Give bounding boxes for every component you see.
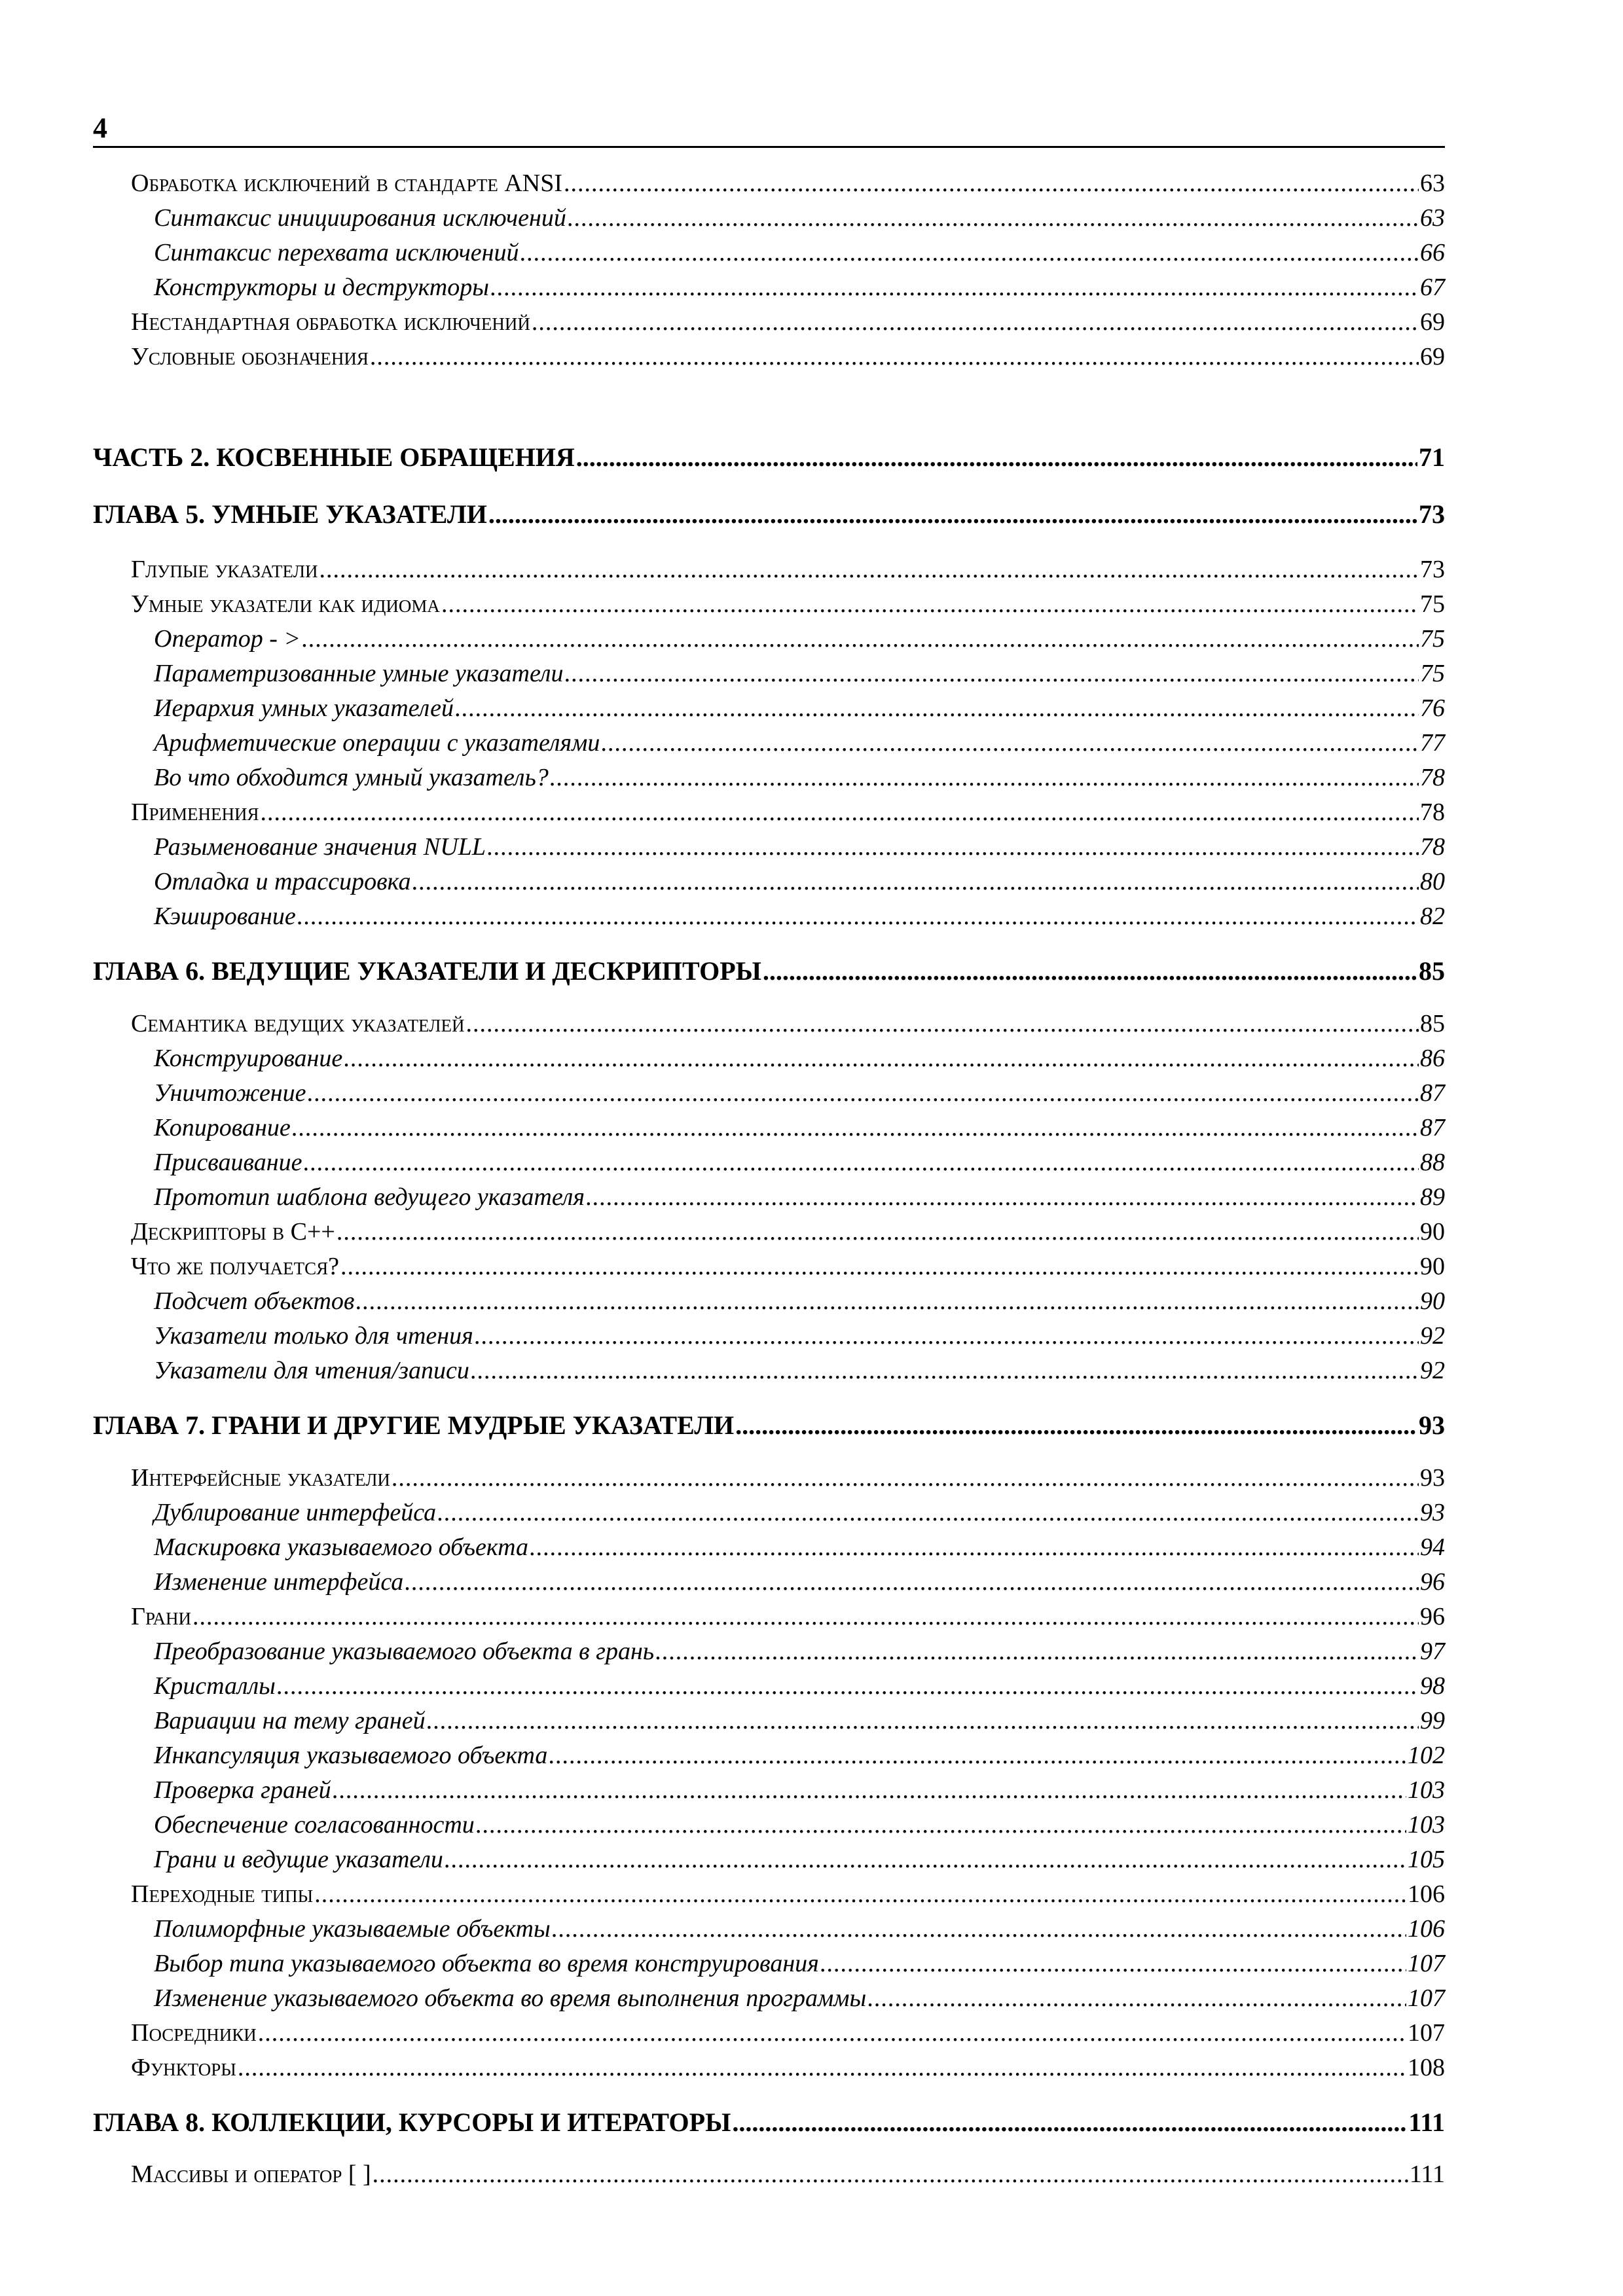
- dot-leader: [735, 1410, 1417, 1441]
- dot-leader: [238, 2053, 1406, 2082]
- toc-entry-chap[interactable]: [93, 1410, 1445, 1445]
- toc-entry-sub[interactable]: [93, 204, 1445, 239]
- dot-leader: [445, 1845, 1406, 1874]
- toc-entry-title: ЧАСТЬ 2. КОСВЕННЫЕ ОБРАЩЕНИЯ: [93, 442, 575, 472]
- toc-entry-sub[interactable]: [93, 624, 1445, 660]
- toc-entry-title: Преобразование указываемого объекта в грань: [154, 1638, 655, 1665]
- dot-leader: [476, 1810, 1406, 1839]
- dot-leader: [564, 659, 1419, 688]
- toc-entry-sub[interactable]: [93, 1533, 1445, 1568]
- dot-leader: [356, 1287, 1419, 1316]
- toc-entry-page: 103: [1408, 1776, 1445, 1804]
- toc-entry-page: 75: [1420, 660, 1445, 687]
- toc-entry-page: 90: [1420, 1218, 1445, 1246]
- toc-entry-sub[interactable]: [93, 1113, 1445, 1149]
- toc-entry-page: 71: [1419, 442, 1445, 472]
- toc-entry-sec[interactable]: [93, 798, 1445, 833]
- dot-leader: [576, 442, 1417, 473]
- toc-entry-title: Дублирование интерфейса: [154, 1499, 437, 1526]
- dot-leader: [763, 956, 1417, 986]
- dot-leader: [732, 2107, 1407, 2138]
- toc-entry-page: 90: [1420, 1287, 1445, 1315]
- toc-entry-page: 75: [1420, 590, 1445, 618]
- toc-entry-title: Во что обходится умный указатель?: [154, 764, 549, 791]
- toc-entry-title: Указатели для чтения/записи: [154, 1357, 469, 1384]
- toc-entry-title: Присваивание: [154, 1149, 302, 1176]
- toc-entry-sub[interactable]: [93, 1741, 1445, 1776]
- toc-entry-page: 94: [1420, 1534, 1445, 1561]
- toc-entry-title: ГЛАВА 6. ВЕДУЩИЕ УКАЗАТЕЛИ И ДЕСКРИПТОРЫ: [93, 956, 761, 986]
- dot-leader: [867, 1984, 1406, 2013]
- toc-entry-sec[interactable]: [93, 2053, 1445, 2089]
- toc-entry-page: 105: [1408, 1846, 1445, 1873]
- toc-entry-sub[interactable]: [93, 238, 1445, 274]
- toc-entry-page: 92: [1420, 1322, 1445, 1350]
- dot-leader: [564, 169, 1419, 198]
- dot-leader: [427, 1706, 1419, 1735]
- toc-entry-sub[interactable]: [93, 1914, 1445, 1950]
- toc-entry-sub[interactable]: [93, 1321, 1445, 1357]
- toc-entry-sub[interactable]: [93, 1568, 1445, 1603]
- toc-entry-sub[interactable]: [93, 867, 1445, 903]
- toc-entry-title: Конструирование: [154, 1045, 343, 1072]
- toc-entry-sec[interactable]: [93, 2160, 1445, 2195]
- toc-entry-page: 93: [1419, 1410, 1445, 1440]
- dot-leader: [297, 902, 1419, 931]
- header-rule: [93, 146, 1445, 148]
- toc-entry-sec[interactable]: [93, 1009, 1445, 1045]
- toc-entry-sub[interactable]: [93, 1949, 1445, 1984]
- toc-entry-title: Посредники: [131, 2019, 257, 2047]
- toc-entry-page: 96: [1420, 1603, 1445, 1630]
- dot-leader: [549, 1741, 1406, 1770]
- toc-entry-page: 77: [1420, 729, 1445, 757]
- toc-entry-title: Что же получается?: [131, 1253, 340, 1280]
- toc-entry-page: 82: [1420, 903, 1445, 930]
- dot-leader: [392, 1463, 1419, 1492]
- toc-entry-title: ГЛАВА 7. ГРАНИ И ДРУГИЕ МУДРЫЕ УКАЗАТЕЛИ: [93, 1410, 735, 1440]
- dot-leader: [258, 2018, 1406, 2047]
- dot-leader: [308, 1079, 1419, 1107]
- toc-entry-sec[interactable]: [93, 1217, 1445, 1253]
- dot-leader: [455, 694, 1419, 723]
- toc-entry-page: 73: [1420, 556, 1445, 583]
- toc-entry-sub[interactable]: [93, 273, 1445, 308]
- toc-entry-sub[interactable]: [93, 1845, 1445, 1880]
- dot-leader: [337, 1217, 1419, 1246]
- toc-entry-sec[interactable]: [93, 1463, 1445, 1499]
- toc-entry-sub[interactable]: [93, 1810, 1445, 1846]
- toc-entry-page: 107: [1408, 1984, 1445, 2012]
- toc-entry-page: 78: [1420, 764, 1445, 791]
- dot-leader: [412, 867, 1419, 896]
- toc-entry-title: Разыменование значения NULL: [154, 833, 486, 861]
- toc-entry-title: Применения: [131, 798, 259, 826]
- toc-entry-sec[interactable]: [93, 1602, 1445, 1638]
- toc-entry-title: Нестандартная обработка исключений: [131, 308, 530, 336]
- toc-entry-title: Параметризованные умные указатели: [154, 660, 564, 687]
- toc-entry-title: Дескрипторы в C++: [131, 1218, 335, 1246]
- toc-entry-page: 107: [1408, 1950, 1445, 1977]
- toc-entry-page: 63: [1420, 204, 1445, 232]
- toc-entry-title: Вариации на тему граней: [154, 1707, 426, 1734]
- dot-leader: [586, 1183, 1419, 1211]
- toc-entry-chap[interactable]: [93, 956, 1445, 991]
- dot-leader: [319, 555, 1419, 584]
- toc-entry-page: 78: [1420, 798, 1445, 826]
- toc-entry-sub[interactable]: [93, 1044, 1445, 1079]
- toc-entry-page: 111: [1408, 2108, 1445, 2137]
- toc-entry-title: Функторы: [131, 2054, 236, 2081]
- toc-entry-title: Маскировка указываемого объекта: [154, 1534, 529, 1561]
- toc-entry-sub[interactable]: [93, 1776, 1445, 1811]
- toc-entry-page: 102: [1408, 1742, 1445, 1769]
- toc-entry-chap[interactable]: [93, 442, 1445, 477]
- toc-entry-sec[interactable]: [93, 590, 1445, 625]
- toc-entry-title: Иерархия умных указателей: [154, 694, 454, 722]
- toc-entry-title: Синтаксис инициирования исключений: [154, 204, 566, 232]
- toc-entry-title: Кристаллы: [154, 1672, 276, 1700]
- toc-entry-sub[interactable]: [93, 833, 1445, 868]
- dot-leader: [373, 2160, 1408, 2189]
- toc-entry-page: 88: [1420, 1149, 1445, 1176]
- toc-entry-sec[interactable]: [93, 1880, 1445, 1915]
- toc-entry-page: 96: [1420, 1568, 1445, 1596]
- dot-leader: [260, 798, 1419, 827]
- toc-entry-title: Конструкторы и деструкторы: [154, 274, 489, 301]
- toc-entry-sec[interactable]: [93, 342, 1445, 378]
- toc-entry-page: 67: [1420, 274, 1445, 301]
- dot-leader: [340, 1252, 1419, 1281]
- dot-leader: [441, 590, 1419, 619]
- toc-entry-chap[interactable]: [93, 499, 1445, 534]
- toc-entry-page: 69: [1420, 308, 1445, 336]
- toc-entry-page: 92: [1420, 1357, 1445, 1384]
- toc-entry-title: Синтаксис перехвата исключений: [154, 239, 519, 266]
- toc-entry-page: 98: [1420, 1672, 1445, 1700]
- toc-entry-sub[interactable]: [93, 1079, 1445, 1114]
- toc-entry-sub[interactable]: [93, 1672, 1445, 1707]
- toc-entry-title: Грани и ведущие указатели: [154, 1846, 443, 1873]
- toc-entry-page: 73: [1419, 499, 1445, 529]
- toc-entry-page: 76: [1420, 694, 1445, 722]
- toc-entry-title: Выбор типа указываемого объекта во время конструирования: [154, 1950, 819, 1977]
- dot-leader: [465, 1009, 1419, 1038]
- toc-entry-title: Кэширование: [154, 903, 296, 930]
- toc-entry-page: 97: [1420, 1638, 1445, 1665]
- dot-leader: [520, 238, 1419, 267]
- toc-entry-sub[interactable]: [93, 659, 1445, 694]
- toc-entry-title: Умные указатели как идиома: [131, 590, 440, 618]
- toc-entry-title: Отладка и трассировка: [154, 868, 411, 895]
- dot-leader: [333, 1776, 1406, 1804]
- dot-leader: [552, 1914, 1406, 1943]
- toc-entry-page: 99: [1420, 1707, 1445, 1734]
- toc-entry-title: Изменение указываемого объекта во время выполнения программы: [154, 1984, 867, 2012]
- dot-leader: [304, 1148, 1419, 1177]
- toc-entry-title: Переходные типы: [131, 1880, 314, 1908]
- toc-entry-page: 89: [1420, 1183, 1445, 1211]
- toc-entry-title: Обеспечение согласованности: [154, 1811, 475, 1839]
- toc-entry-title: Массивы и оператор [ ]: [131, 2161, 371, 2188]
- toc-entry-page: 66: [1420, 239, 1445, 266]
- toc-entry-title: Проверка граней: [154, 1776, 331, 1804]
- toc-entry-sub[interactable]: [93, 1356, 1445, 1391]
- toc-entry-title: Изменение интерфейса: [154, 1568, 404, 1596]
- dot-leader: [370, 342, 1419, 371]
- toc-entry-page: 85: [1420, 1010, 1445, 1037]
- toc-entry-sec[interactable]: [93, 1252, 1445, 1287]
- dot-leader: [601, 728, 1419, 757]
- toc-entry-title: Обработка исключений в стандарте ANSI: [131, 170, 562, 197]
- toc-entry-page: 63: [1420, 170, 1445, 197]
- toc-entry-sec[interactable]: [93, 308, 1445, 343]
- toc-entry-sub[interactable]: [93, 1984, 1445, 2019]
- toc-entry-sub[interactable]: [93, 694, 1445, 729]
- toc-entry-title: Уничтожение: [154, 1079, 306, 1107]
- toc-entry-sec[interactable]: [93, 555, 1445, 590]
- toc-entry-page: 87: [1420, 1114, 1445, 1141]
- dot-leader: [550, 763, 1419, 792]
- dot-leader: [475, 1321, 1419, 1350]
- toc-entry-title: Полиморфные указываемые объекты: [154, 1915, 551, 1943]
- toc-entry-title: Указатели только для чтения: [154, 1322, 473, 1350]
- toc-entry-title: Семантика ведущих указателей: [131, 1010, 465, 1037]
- toc-entry-sec[interactable]: [93, 2018, 1445, 2054]
- toc-entry-sub[interactable]: [93, 902, 1445, 937]
- toc-entry-page: 86: [1420, 1045, 1445, 1072]
- dot-leader: [532, 308, 1419, 336]
- dot-leader: [292, 1113, 1419, 1142]
- dot-leader: [488, 499, 1417, 529]
- toc-entry-page: 103: [1408, 1811, 1445, 1839]
- toc-entry-page: 90: [1420, 1253, 1445, 1280]
- toc-entry-page: 108: [1408, 2054, 1445, 2081]
- toc-entry-title: Оператор - >: [154, 625, 301, 653]
- dot-leader: [487, 833, 1419, 861]
- dot-leader: [192, 1602, 1419, 1631]
- dot-leader: [344, 1044, 1419, 1073]
- toc-entry-title: Интерфейсные указатели: [131, 1464, 390, 1492]
- toc-entry-chap[interactable]: [93, 2107, 1445, 2142]
- dot-leader: [655, 1637, 1419, 1666]
- toc-entry-sub[interactable]: [93, 1498, 1445, 1534]
- toc-entry-page: 93: [1420, 1464, 1445, 1492]
- dot-leader: [314, 1880, 1406, 1909]
- toc-entry-title: Инкапсуляция указываемого объекта: [154, 1742, 548, 1769]
- dot-leader: [471, 1356, 1419, 1385]
- dot-leader: [530, 1533, 1419, 1562]
- dot-leader: [302, 624, 1419, 653]
- toc-entry-page: 106: [1408, 1915, 1445, 1943]
- toc-entry-sub[interactable]: [93, 1287, 1445, 1322]
- dot-leader: [405, 1568, 1419, 1596]
- toc-entry-sub[interactable]: [93, 763, 1445, 798]
- toc-entry-sec[interactable]: [93, 169, 1445, 204]
- toc-entry-page: 80: [1420, 868, 1445, 895]
- toc-entry-sub[interactable]: [93, 728, 1445, 764]
- page-number: 4: [93, 112, 107, 144]
- toc-entry-title: Арифметические операции с указателями: [154, 729, 600, 757]
- toc-entry-title: Прототип шаблона ведущего указателя: [154, 1183, 585, 1211]
- toc-entry-page: 69: [1420, 343, 1445, 370]
- toc-entry-page: 75: [1420, 625, 1445, 653]
- toc-entry-sub[interactable]: [93, 1183, 1445, 1218]
- toc-entry-title: Условные обозначения: [131, 343, 369, 370]
- dot-leader: [820, 1949, 1406, 1978]
- toc-entry-page: 107: [1408, 2019, 1445, 2047]
- toc-entry-page: 87: [1420, 1079, 1445, 1107]
- dot-leader: [437, 1498, 1419, 1527]
- toc-entry-sub[interactable]: [93, 1706, 1445, 1742]
- toc-entry-title: Копирование: [154, 1114, 291, 1141]
- toc-entry-page: 106: [1408, 1880, 1445, 1908]
- toc-entry-title: ГЛАВА 8. КОЛЛЕКЦИИ, КУРСОРЫ И ИТЕРАТОРЫ: [93, 2108, 731, 2137]
- toc-entry-title: ГЛАВА 5. УМНЫЕ УКАЗАТЕЛИ: [93, 499, 487, 529]
- toc-entry-page: 93: [1420, 1499, 1445, 1526]
- toc-entry-title: Подсчет объектов: [154, 1287, 355, 1315]
- dot-leader: [277, 1672, 1419, 1700]
- toc-entry-page: 85: [1419, 956, 1445, 986]
- toc-entry-page: 78: [1420, 833, 1445, 861]
- toc-entry-sub[interactable]: [93, 1148, 1445, 1183]
- dot-leader: [568, 204, 1419, 232]
- toc-entry-title: Грани: [131, 1603, 192, 1630]
- dot-leader: [490, 273, 1419, 302]
- toc-entry-sub[interactable]: [93, 1637, 1445, 1672]
- toc-entry-page: 111: [1409, 2161, 1445, 2188]
- toc-entry-title: Глупые указатели: [131, 556, 318, 583]
